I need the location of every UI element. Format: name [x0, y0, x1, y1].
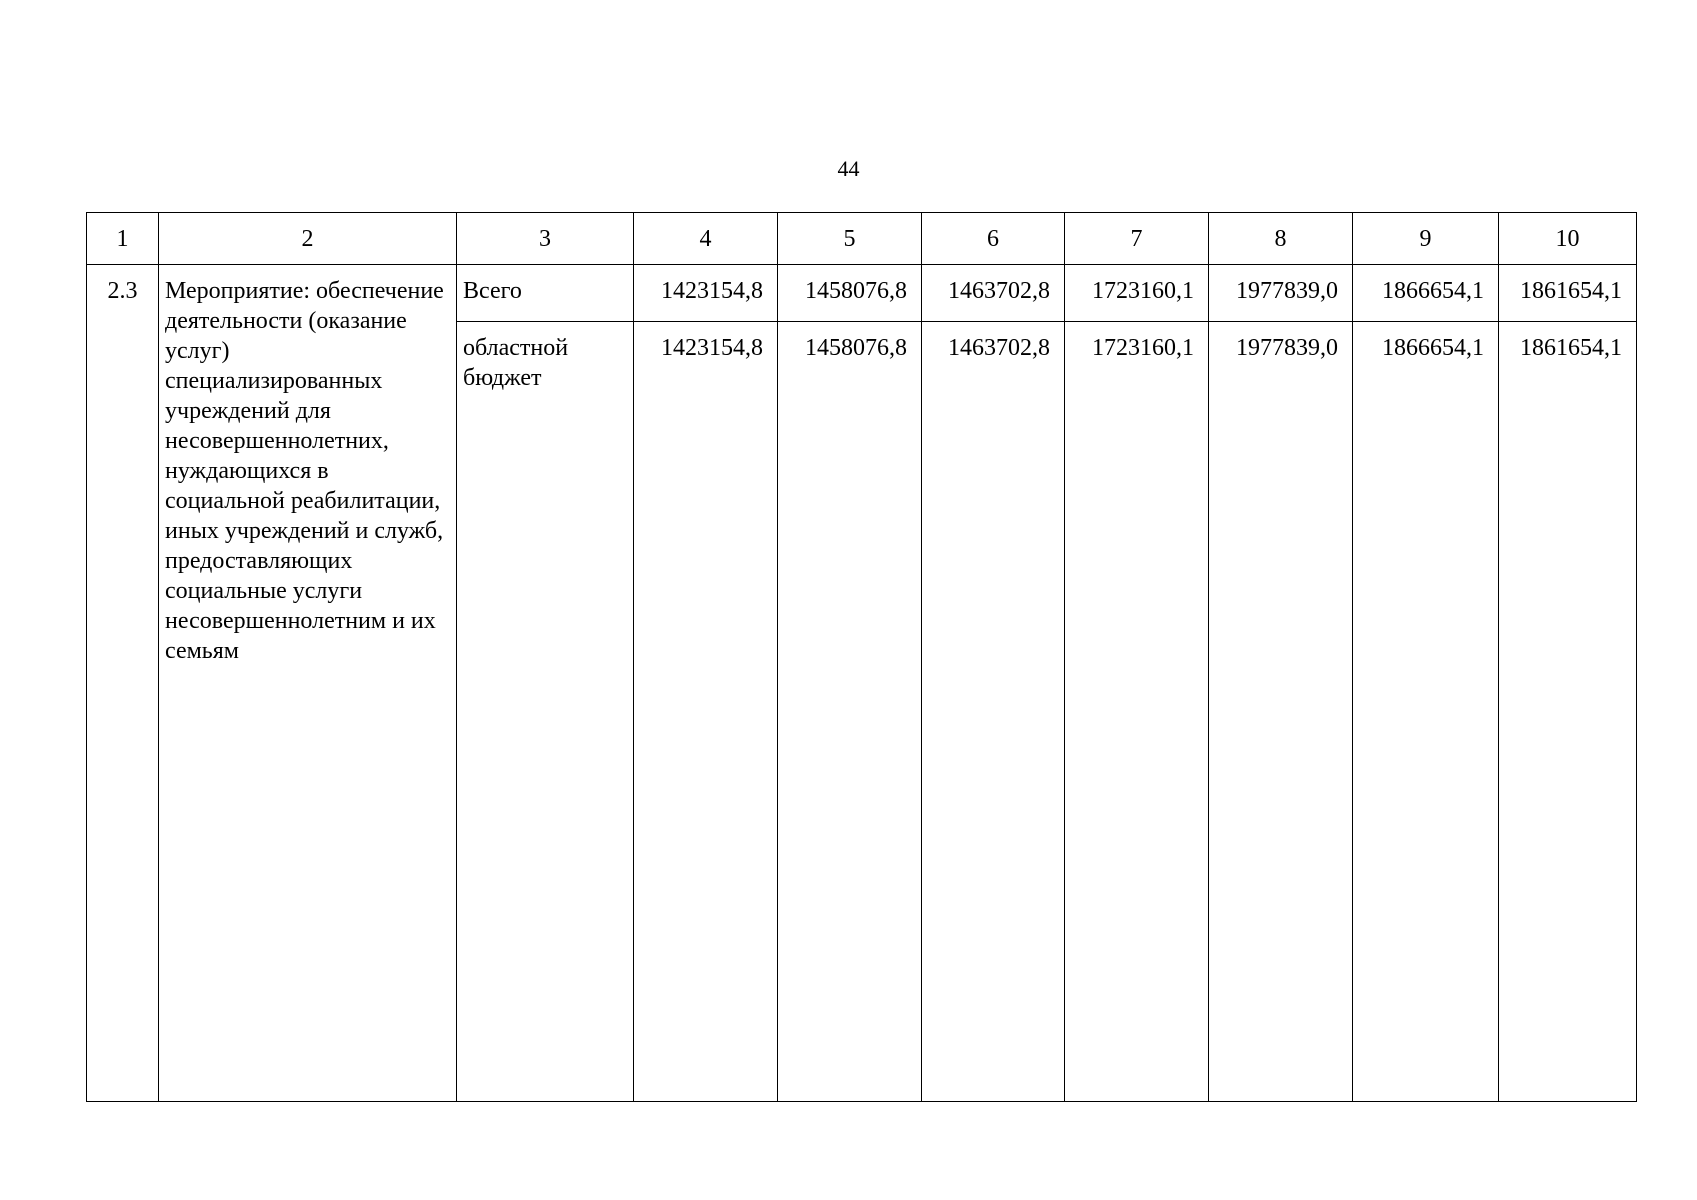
page-number: 44 — [837, 156, 860, 181]
header-cell-7: 7 — [1065, 213, 1209, 265]
value-cell: 1861654,1 — [1499, 265, 1637, 322]
row-number: 2.3 — [87, 265, 159, 1102]
value-cell: 1977839,0 — [1209, 265, 1353, 322]
value-cell: 1423154,8 — [634, 322, 778, 1102]
table-row-total — [87, 265, 1637, 322]
measure-name: Мероприятие: обеспечение деятельности (оказание услуг) специализированных учреждений для несовершеннолетних, нуждающихся в социальной реабилитации, иных учреждений и служб, предоставляющих социальные услуги несовершеннолетним и их семьям — [159, 265, 457, 1102]
header-cell-1: 1 — [87, 213, 159, 265]
header-cell-2: 2 — [159, 213, 457, 265]
header-cell-5: 5 — [778, 213, 922, 265]
header-cell-3: 3 — [457, 213, 634, 265]
value-cell: 1458076,8 — [778, 265, 922, 322]
value-cell: 1458076,8 — [778, 322, 922, 1102]
value-cell: 1723160,1 — [1065, 265, 1209, 322]
value-cell: 1866654,1 — [1353, 322, 1499, 1102]
value-cell: 1866654,1 — [1353, 265, 1499, 322]
value-cell: 1423154,8 — [634, 265, 778, 322]
value-cell: 1723160,1 — [1065, 322, 1209, 1102]
table-header-row — [87, 213, 1637, 265]
header-cell-6: 6 — [922, 213, 1065, 265]
header-cell-10: 10 — [1499, 213, 1637, 265]
value-cell: 1977839,0 — [1209, 322, 1353, 1102]
source-total-label: Всего — [457, 265, 634, 322]
value-cell: 1463702,8 — [922, 265, 1065, 322]
header-cell-9: 9 — [1353, 213, 1499, 265]
header-cell-8: 8 — [1209, 213, 1353, 265]
source-regional-label: областной бюджет — [457, 322, 634, 1102]
value-cell: 1463702,8 — [922, 322, 1065, 1102]
header-cell-4: 4 — [634, 213, 778, 265]
value-cell: 1861654,1 — [1499, 322, 1637, 1102]
financing-table — [86, 212, 1637, 1102]
